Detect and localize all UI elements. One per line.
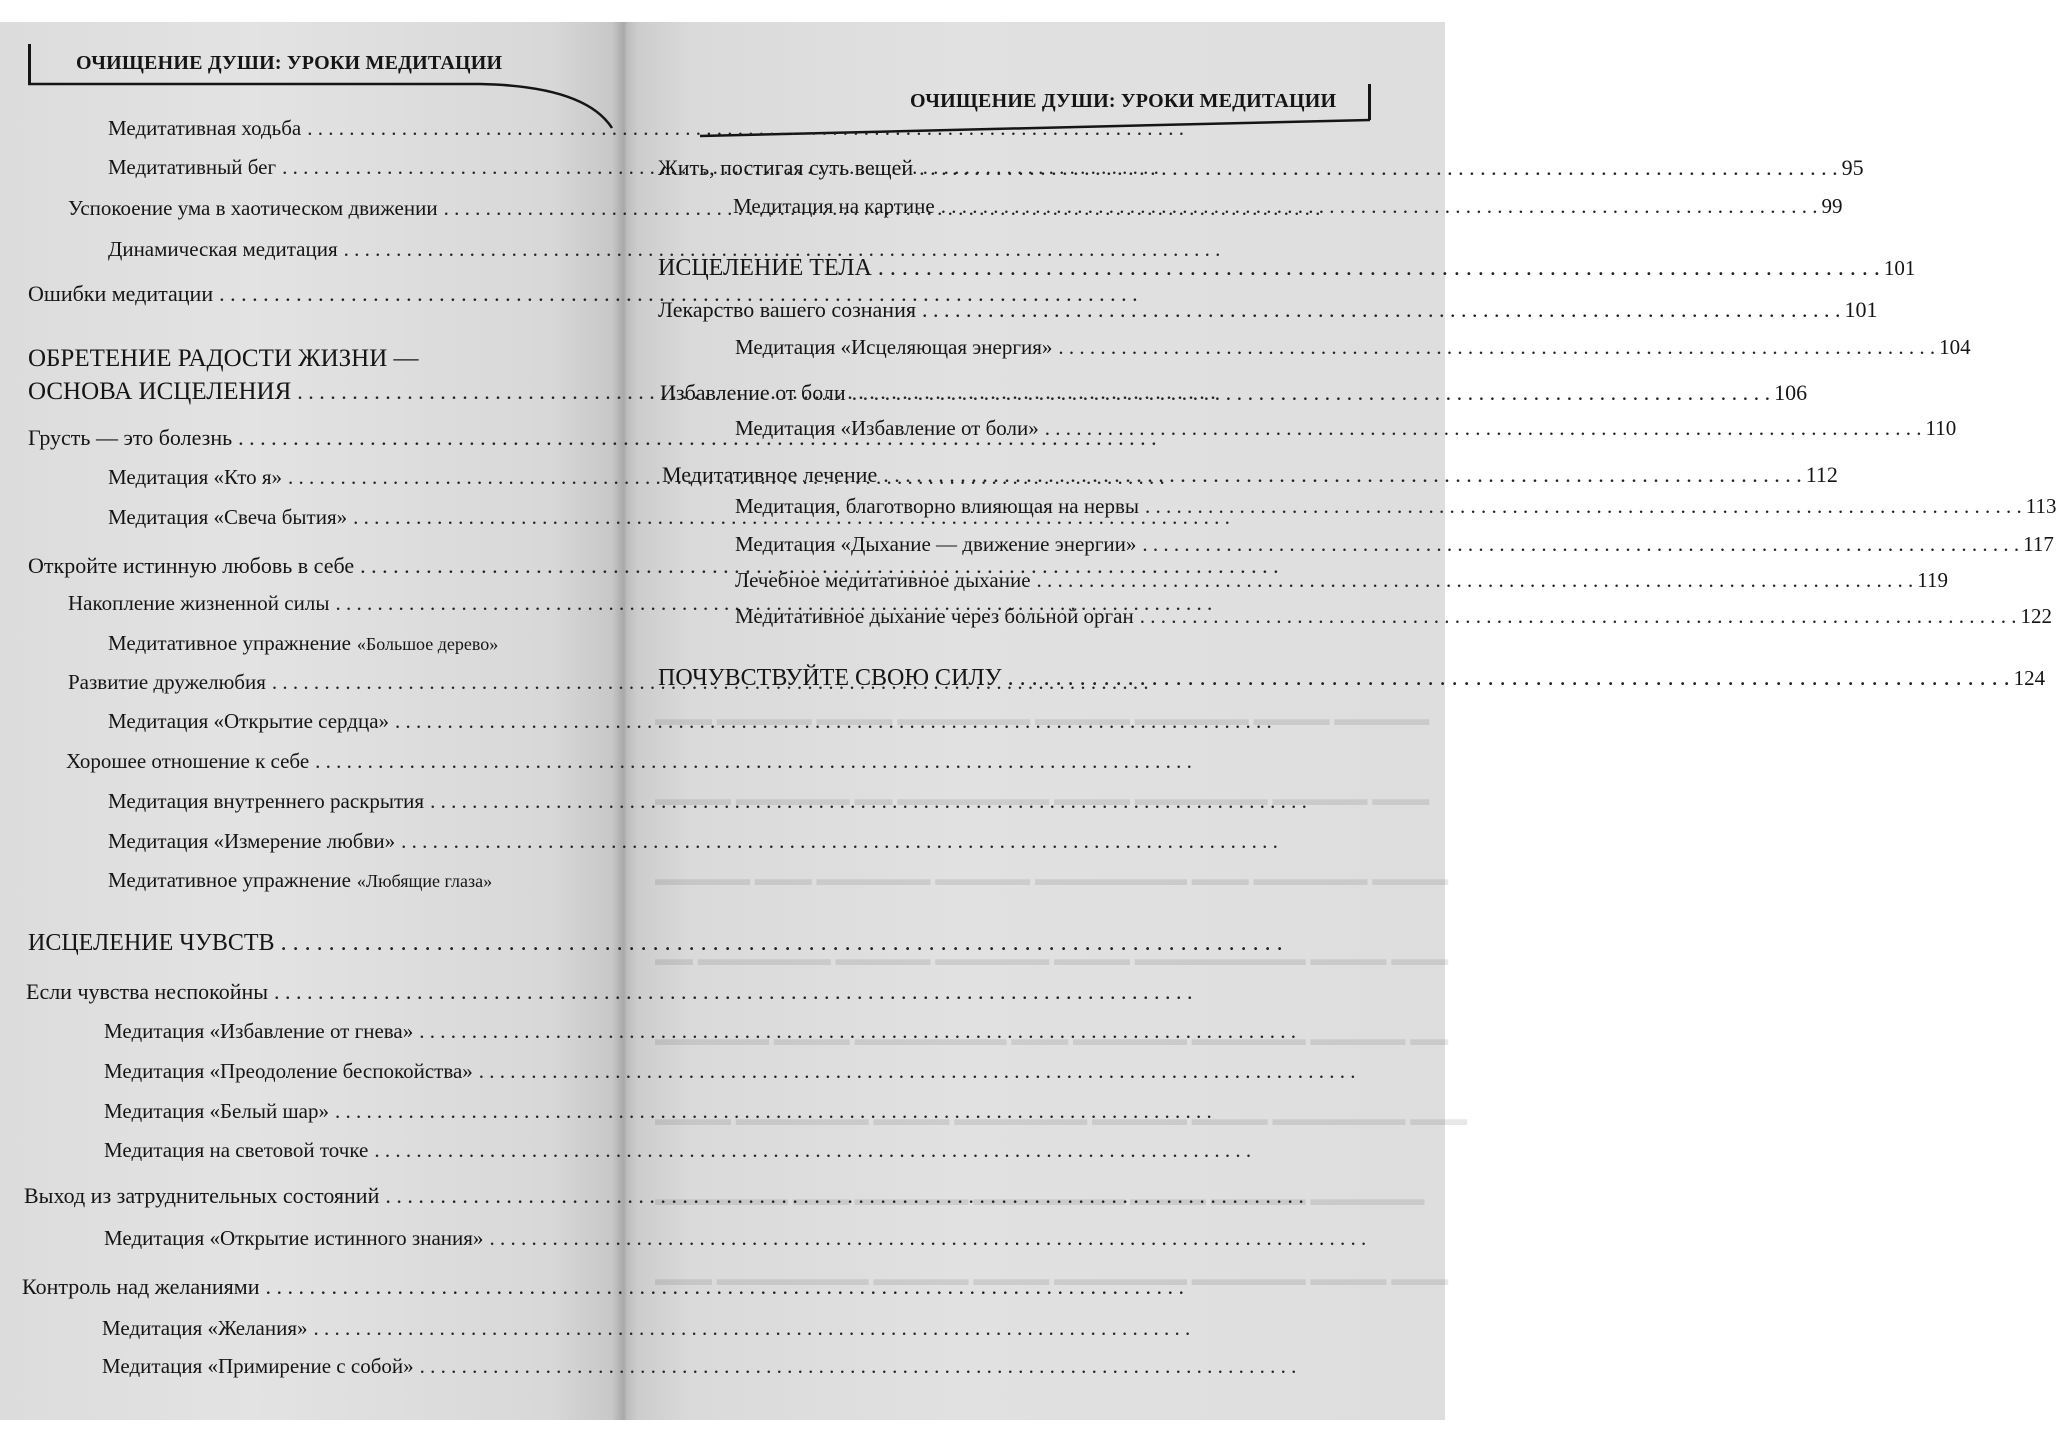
toc-page-number: 101: [1883, 256, 1916, 280]
toc-dot-leader: [941, 194, 1818, 219]
toc-entry-title: Откройте истинную любовь в себе: [28, 553, 355, 578]
toc-entry-title: Медитация внутреннего раскрытия: [108, 789, 425, 813]
toc-dot-leader: [401, 829, 1278, 854]
toc-page-number: 117: [2023, 532, 2054, 556]
toc-entry-title: Медитация «Примирение с собой»: [102, 1354, 414, 1378]
toc-entry[interactable]: [108, 829, 613, 854]
toc-entry-title: Медитация, благотворно влияющая на нервы: [735, 494, 1139, 518]
toc-section-entry[interactable]: [28, 930, 613, 957]
toc-entry[interactable]: [108, 505, 613, 530]
toc-entry[interactable]: [735, 416, 1957, 441]
toc-entry-title: Медитация «Измерение любви»: [108, 829, 396, 853]
toc-entry[interactable]: [108, 868, 613, 893]
toc-entry-title: Медитация на световой точке: [104, 1138, 369, 1162]
toc-entry-title: Развитие дружелюбия: [68, 670, 266, 694]
toc-entry-title: Медитативный бег: [108, 155, 277, 179]
toc-section-entry[interactable]: [658, 255, 1916, 282]
toc-entry-title: Грусть — это болезнь: [28, 425, 233, 450]
toc-dot-leader: [395, 709, 1272, 734]
toc-entry-title: Медитативное упражнение: [108, 868, 351, 892]
toc-dot-leader: [1045, 416, 1922, 441]
toc-dot-leader: [919, 155, 1838, 181]
toc-entry[interactable]: [735, 494, 2056, 519]
toc-entry[interactable]: [104, 1099, 613, 1124]
toc-entry-title: Лечебное медитативное дыхание: [735, 568, 1031, 592]
toc-entry-title: Лекарство вашего сознания: [658, 297, 916, 322]
toc-section-entry[interactable]: [658, 665, 2046, 692]
toc-page-number: 112: [1805, 462, 1838, 487]
toc-dot-leader: [878, 255, 1880, 282]
toc-entry-title: Жить, постигая суть вещей: [658, 155, 914, 180]
toc-entry[interactable]: [104, 1138, 613, 1163]
toc-entry[interactable]: [104, 1019, 613, 1044]
toc-entry[interactable]: [108, 631, 613, 656]
toc-entry[interactable]: [102, 1316, 613, 1341]
toc-entry-title: Медитация «Исцеляющая энергия»: [735, 335, 1053, 359]
right-running-head: ОЧИЩЕНИЕ ДУШИ: УРОКИ МЕДИТАЦИИ: [910, 90, 1337, 112]
toc-page-number: 104: [1939, 335, 1971, 359]
toc-entry[interactable]: [104, 1059, 613, 1084]
toc-dot-leader: [430, 789, 1307, 814]
toc-dot-leader: [419, 1019, 1296, 1044]
toc-entry[interactable]: [658, 155, 1864, 181]
toc-entry-title: ИСЦЕЛЕНИЕ ЧУВСТВ: [28, 930, 275, 956]
toc-entry-title: Медитация «Свеча бытия»: [108, 505, 348, 529]
toc-entry-title: Медитация «Преодоление беспокойства»: [104, 1059, 473, 1083]
toc-entry-title: Если чувства неспокойны: [26, 979, 269, 1004]
toc-entry[interactable]: [26, 979, 613, 1005]
toc-page-number: 101: [1844, 297, 1878, 322]
toc-entry-title: Медитация «Желания»: [102, 1316, 308, 1340]
toc-entry[interactable]: [22, 1274, 613, 1300]
toc-entry-title: Медитация «Белый шар»: [104, 1099, 329, 1123]
book-spread: ▬▬▬ ▬▬▬▬▬ ▬▬▬▬ ▬▬▬▬▬▬▬ ▬▬▬▬▬ ▬▬▬▬▬▬ ▬▬▬▬ ▬▬▬▬▬ ▬▬▬▬ ▬▬▬▬▬▬ ▬▬ ▬▬▬▬▬▬▬▬ ▬▬▬▬ ▬▬▬▬▬▬▬ ▬▬▬▬▬ ▬▬▬ ▬▬▬▬▬ ▬▬▬ ▬▬▬▬▬▬ ▬▬▬▬▬ ▬▬▬▬▬▬▬▬ ▬▬▬ ▬▬▬▬▬▬ ▬▬▬▬ ▬▬ ▬▬▬▬▬▬▬ ▬▬▬▬▬ ▬▬▬▬▬▬ ▬▬▬▬ ▬▬▬▬▬▬▬▬▬ ▬▬▬▬ ▬▬▬ ▬▬▬▬▬▬ ▬▬▬▬ ▬▬▬▬▬▬▬▬ ▬▬▬ ▬▬▬▬▬▬ ▬▬▬▬▬▬ ▬▬▬▬▬ ▬▬ ▬▬▬▬ ▬▬▬▬▬▬▬ ▬▬▬▬ ▬▬▬▬▬▬▬ ▬▬▬▬▬ ▬▬▬▬ ▬▬▬▬▬▬▬ ▬▬▬ ▬▬▬▬▬▬▬ ▬▬▬ ▬▬▬▬▬▬ ▬▬▬▬▬▬▬▬ ▬▬▬▬ ▬▬▬▬▬ ▬▬▬▬▬▬ ▬▬▬ ▬▬▬▬▬▬▬▬ ▬▬▬▬▬ ▬▬▬▬ ▬▬▬▬▬▬▬ ▬▬▬▬▬▬ ▬▬▬▬ ▬▬▬ ОЧИЩЕНИЕ ДУШИ: УРОКИ МЕДИТАЦИИ ОЧИЩЕНИЕ ДУШИ: УРОКИ МЕДИТАЦИИ Медитативная ходьба . . . Медитативный бег . . . Успокоение ума в хаотическом движении . . . Динамическая медитация . . . Ошибки медитации . . . ОБРЕТЕНИЕ РАДОСТИ ЖИЗНИ — ОСНОВА ИСЦЕЛЕНИЯ . . . Грусть — это болезнь . . . Медитация «Кто я» . . . Медитация «Свеча бытия» . . . Откройте истинную любовь в себе . . . Накопление жизненной силы . . . Медитативное упражнение «Большое дерево» Развитие дружелюбия . . . Медитация «Открытие сердца» . . . Хорошее отношение к себе . . . Медитация внутреннего раскрытия . . . Медитация «Измерение любви» . . . Медитативное упражнение «Любящие глаза» ИСЦЕЛЕНИЕ ЧУВСТВ . . . Если чувства неспокойны . . . Медитация «Избавление от гнева» . . . Медитация «Преодоление беспокойства» . . . Медитация «Белый шар» . . . Медитация на световой точке . . . Выход из затруднительных состояний . . . Медитация «Открытие истинного знания» . . . Контроль над желаниями . . . Медитация «Желания» . . . Медитация «Примирение с собой» . . . Жить, постигая суть вещей . . . 95 Медитация на картине . . . 99 ИСЦЕЛЕНИЕ ТЕЛА . . . 101 Лекарство вашего сознания . . . 101 Медитация «Исцеляющая энергия» . . . 104 Избавление от боли . . . 106 Медитация «Избавление от боли» . . . 110 Медитативное лечение . . . 112 Медитация, благотворно влияющая на нервы . . . 113 Медитация «Дыхание — движение энергии» . . . 117 Лечебное медитативное дыхание . . . 119 Медитативное дыхание через больной орган . . . 122 ПОЧУВСТВУЙТЕ СВОЮ СИЛУ . . . 124: [0, 0, 1445, 1445]
toc-entry-title: Медитация «Открытие сердца»: [108, 709, 390, 733]
toc-page-number: 110: [1925, 416, 1957, 440]
toc-page-number: 124: [2013, 666, 2046, 690]
toc-entry-title: ПОЧУВСТВУЙТЕ СВОЮ СИЛУ: [658, 665, 1002, 691]
toc-entry[interactable]: [104, 1226, 613, 1251]
toc-entry-title: Накопление жизненной силы: [68, 591, 330, 615]
toc-entry[interactable]: [108, 709, 613, 734]
toc-dot-leader: [420, 1354, 1297, 1379]
toc-entry[interactable]: [735, 532, 2054, 557]
toc-dot-leader: [274, 979, 1193, 1005]
toc-entry[interactable]: [735, 568, 1949, 593]
toc-entry-title: Медитация «Открытие истинного знания»: [104, 1226, 484, 1250]
toc-entry[interactable]: [68, 196, 613, 221]
toc-entry[interactable]: [68, 591, 613, 616]
toc-entry[interactable]: [108, 237, 613, 262]
left-head-bar: [28, 44, 31, 84]
toc-entry-title: Хорошее отношение к себе: [66, 749, 310, 773]
toc-entry-title-small: «Любящие глаза»: [356, 871, 493, 891]
toc-dot-leader: [922, 297, 1841, 323]
toc-dot-leader: [1037, 568, 1914, 593]
toc-dot-leader: [307, 116, 1184, 141]
left-running-head: ОЧИЩЕНИЕ ДУШИ: УРОКИ МЕДИТАЦИИ: [76, 52, 503, 74]
toc-dot-leader: [1145, 494, 2022, 519]
toc-entry[interactable]: [662, 462, 1838, 488]
toc-dot-leader: [883, 462, 1802, 488]
toc-page-number: 119: [1917, 568, 1949, 592]
toc-dot-leader: [314, 1316, 1191, 1341]
toc-entry[interactable]: [108, 789, 613, 814]
toc-entry-title: ИСЦЕЛЕНИЕ ТЕЛА: [658, 255, 872, 281]
toc-entry-title: Медитативная ходьба: [108, 116, 302, 140]
toc-entry-title: Контроль над желаниями: [22, 1274, 260, 1299]
toc-dot-leader: [1140, 604, 2017, 629]
toc-entry-title: Медитативное лечение: [662, 462, 878, 487]
toc-page-number: 122: [2020, 604, 2052, 628]
toc-entry[interactable]: [658, 297, 1878, 323]
toc-entry-title: Медитация «Избавление от боли»: [735, 416, 1039, 440]
toc-entry-title-small: «Большое дерево»: [356, 634, 499, 654]
toc-entry-title: Выход из затруднительных состояний: [24, 1183, 380, 1208]
toc-page-number: 106: [1774, 380, 1808, 405]
toc-entry-title: Ошибки медитации: [28, 281, 214, 306]
toc-page-number: 113: [2025, 494, 2056, 518]
right-head-bar: [1368, 84, 1371, 120]
section-heading-line: ОБРЕТЕНИЕ РАДОСТИ ЖИЗНИ —: [28, 345, 419, 372]
toc-entry[interactable]: [733, 194, 1843, 219]
toc-dot-leader: [852, 380, 1771, 406]
toc-dot-leader: [489, 1226, 1366, 1251]
toc-dot-leader: [1142, 532, 2019, 557]
toc-entry-title: Медитация «Кто я»: [108, 465, 283, 489]
toc-entry[interactable]: [66, 749, 613, 774]
toc-dot-leader: [385, 1183, 1304, 1209]
toc-entry[interactable]: [108, 116, 613, 141]
toc-dot-leader: [335, 1099, 1212, 1124]
toc-page-number: 95: [1841, 155, 1864, 180]
toc-entry[interactable]: [108, 465, 613, 490]
toc-entry[interactable]: [660, 380, 1808, 406]
toc-page-number: 99: [1821, 194, 1843, 218]
toc-entry-title: Успокоение ума в хаотическом движении: [68, 196, 438, 220]
toc-entry-title: Медитация «Избавление от гнева»: [104, 1019, 414, 1043]
toc-entry[interactable]: [24, 1183, 613, 1209]
toc-entry[interactable]: [735, 335, 1971, 360]
toc-entry-title: Медитация на картине: [733, 194, 935, 218]
toc-entry[interactable]: [28, 553, 613, 579]
toc-entry[interactable]: [735, 604, 2052, 629]
toc-dot-leader: [1058, 335, 1935, 360]
toc-dot-leader: [479, 1059, 1356, 1084]
toc-dot-leader: [315, 749, 1192, 774]
toc-entry-title: Медитация «Дыхание — движение энергии»: [735, 532, 1137, 556]
toc-entry-title: Медитативное упражнение: [108, 631, 351, 655]
toc-dot-leader: [374, 1138, 1251, 1163]
section-heading[interactable]: [28, 342, 613, 408]
toc-entry[interactable]: [102, 1354, 613, 1379]
toc-entry[interactable]: [68, 670, 613, 695]
toc-entry[interactable]: [28, 281, 613, 307]
section-heading-line: ОСНОВА ИСЦЕЛЕНИЯ: [28, 378, 292, 405]
toc-dot-leader: [281, 930, 1283, 957]
toc-entry[interactable]: [28, 425, 613, 451]
toc-entry-title: Динамическая медитация: [108, 237, 338, 261]
toc-entry-title: Избавление от боли: [660, 380, 846, 405]
toc-dot-leader: [265, 1274, 1184, 1300]
toc-dot-leader: [1008, 665, 2010, 692]
toc-entry-title: Медитативное дыхание через больной орган: [735, 604, 1134, 628]
toc-entry[interactable]: [108, 155, 613, 180]
